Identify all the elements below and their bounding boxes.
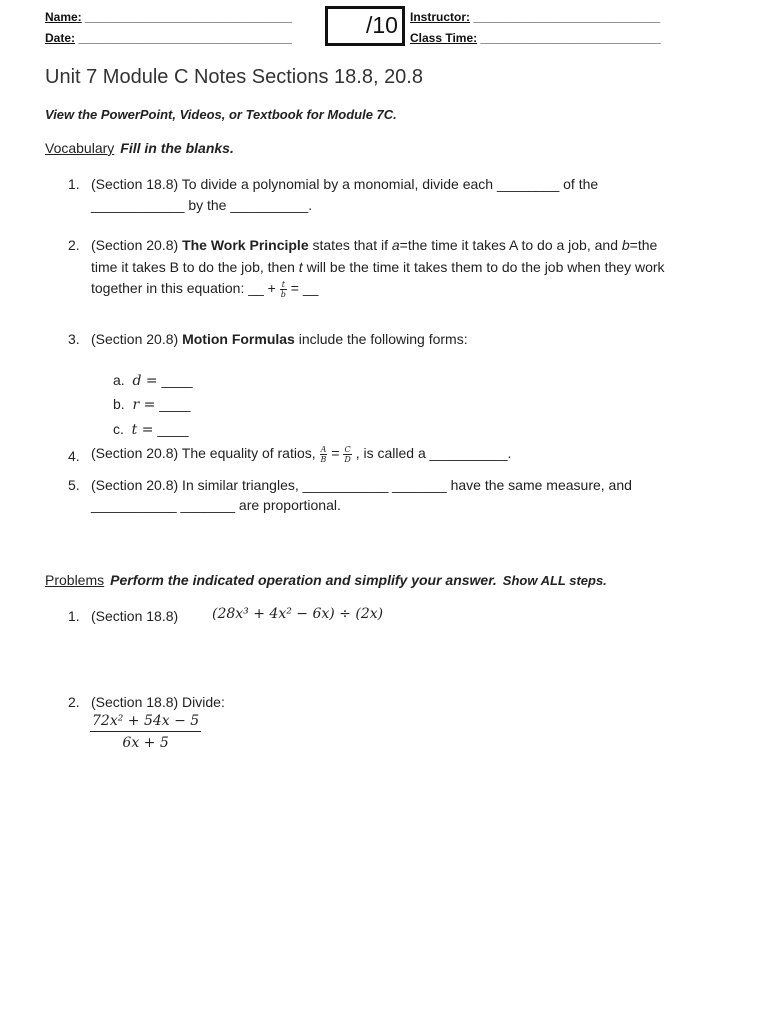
problem2-denominator: 6x + 5 [122, 735, 169, 751]
motion-formulas-term: Motion Formulas [182, 331, 295, 347]
problem1-num: 1. [68, 608, 80, 624]
vocab-heading [45, 140, 234, 156]
q3-pre: (Section 20.8) [91, 331, 183, 347]
vocab-q2-line2 [91, 259, 665, 275]
q2-text3: =the [629, 237, 658, 253]
var-b: b [621, 237, 630, 253]
c-over-d-fraction [343, 445, 351, 464]
classtime-field[interactable] [410, 31, 661, 45]
item-label: b. [113, 396, 125, 412]
vocab-q5-num: 5. [68, 477, 80, 493]
vocab-q3-num: 3. [68, 331, 80, 347]
equals-sign: = [327, 445, 344, 462]
q2-text2: =the time it takes A to do a job, and [399, 237, 622, 253]
item-label: a. [113, 372, 125, 388]
q2-equation-post: = __ [286, 280, 319, 297]
q2-text1: states that if [308, 237, 392, 253]
subtitle: View the PowerPoint, Videos, or Textbook for Module 7C. [45, 107, 397, 122]
motion-item-a [113, 372, 193, 389]
fraction-denominator: B [320, 455, 327, 464]
problems-instruction: Perform the indicated operation and simplify your answer. [110, 572, 497, 588]
name-label: Name: [45, 10, 82, 24]
q2-text5: will be the time it takes them to do the job when they work [302, 259, 665, 275]
var-t: t [298, 259, 303, 275]
vocab-q2-line3 [91, 280, 318, 299]
date-label: Date: [45, 31, 76, 45]
formula-var: d = [132, 373, 158, 389]
formula-blank[interactable]: ____ [161, 372, 193, 388]
problems-heading-label: Problems [45, 572, 105, 588]
motion-item-c [113, 421, 189, 438]
formula-blank[interactable]: ____ [157, 421, 189, 437]
problem2-fraction [90, 713, 201, 751]
q4-pre: (Section 20.8) The equality of ratios, [91, 445, 320, 462]
vocab-q5-line1: (Section 20.8) In similar triangles, ___________ _______ have the same measure, and [91, 477, 632, 493]
vocab-q2-line1 [91, 237, 657, 253]
classtime-label: Class Time: [410, 31, 478, 45]
formula-var: r = [132, 397, 156, 413]
instructor-label: Instructor: [410, 10, 470, 24]
fraction-denominator: b [280, 290, 286, 299]
formula-blank[interactable]: ____ [159, 396, 191, 412]
vocab-q4-num: 4. [68, 448, 80, 464]
q4-post: , is called a __________. [351, 445, 512, 462]
date-line[interactable]: ________________________________ [78, 31, 292, 45]
vocab-q4-line [91, 445, 511, 464]
q2-equation-pre: together in this equation: __ + [91, 280, 280, 297]
problems-instruction-steps: Show ALL steps. [502, 573, 607, 588]
classtime-line[interactable]: ___________________________ [480, 31, 661, 45]
formula-var: t = [131, 422, 154, 438]
instructor-field[interactable] [410, 10, 660, 24]
score: /10 [366, 12, 398, 38]
t-over-b-fraction [280, 280, 287, 299]
problem2-num: 2. [68, 694, 80, 710]
date-field[interactable] [45, 31, 292, 45]
fraction-numerator: A [320, 445, 327, 454]
vocab-q1-line2: ____________ by the __________. [91, 197, 313, 213]
vocab-q3-line [91, 331, 468, 347]
q2-pre: (Section 20.8) [91, 237, 183, 253]
vocab-q5-line2: ___________ _______ are proportional. [91, 497, 341, 513]
problem2-label: (Section 18.8) Divide: [91, 694, 225, 710]
q3-post: include the following forms: [294, 331, 468, 347]
problems-heading [45, 572, 607, 588]
vocab-q2-num: 2. [68, 237, 80, 253]
problem1-expression: (28x³ + 4x² − 6x) ÷ (2x) [212, 606, 384, 622]
fraction-numerator: t [281, 280, 285, 289]
vocab-q1-line1: (Section 18.8) To divide a polynomial by a monomial, divide each ________ of the [91, 176, 599, 192]
motion-item-b [113, 396, 190, 413]
q2-text4: time it takes B to do the job, then [91, 259, 299, 275]
var-a: a [391, 237, 400, 253]
fraction-numerator: C [344, 445, 351, 454]
problem2-numerator: 72x² + 54x − 5 [90, 713, 201, 732]
vocab-instruction: Fill in the blanks. [120, 140, 234, 156]
vocab-heading-label: Vocabulary [45, 140, 115, 156]
work-principle-term: The Work Principle [182, 237, 309, 253]
item-label: c. [113, 421, 124, 437]
page-title: Unit 7 Module C Notes Sections 18.8, 20.8 [45, 66, 423, 88]
instructor-line[interactable]: ____________________________ [473, 10, 661, 24]
vocab-q1-num: 1. [68, 176, 80, 192]
problem1-label: (Section 18.8) [91, 608, 179, 624]
fraction-denominator: D [344, 455, 351, 464]
name-field[interactable] [45, 10, 292, 24]
name-line[interactable]: _______________________________ [85, 10, 292, 24]
